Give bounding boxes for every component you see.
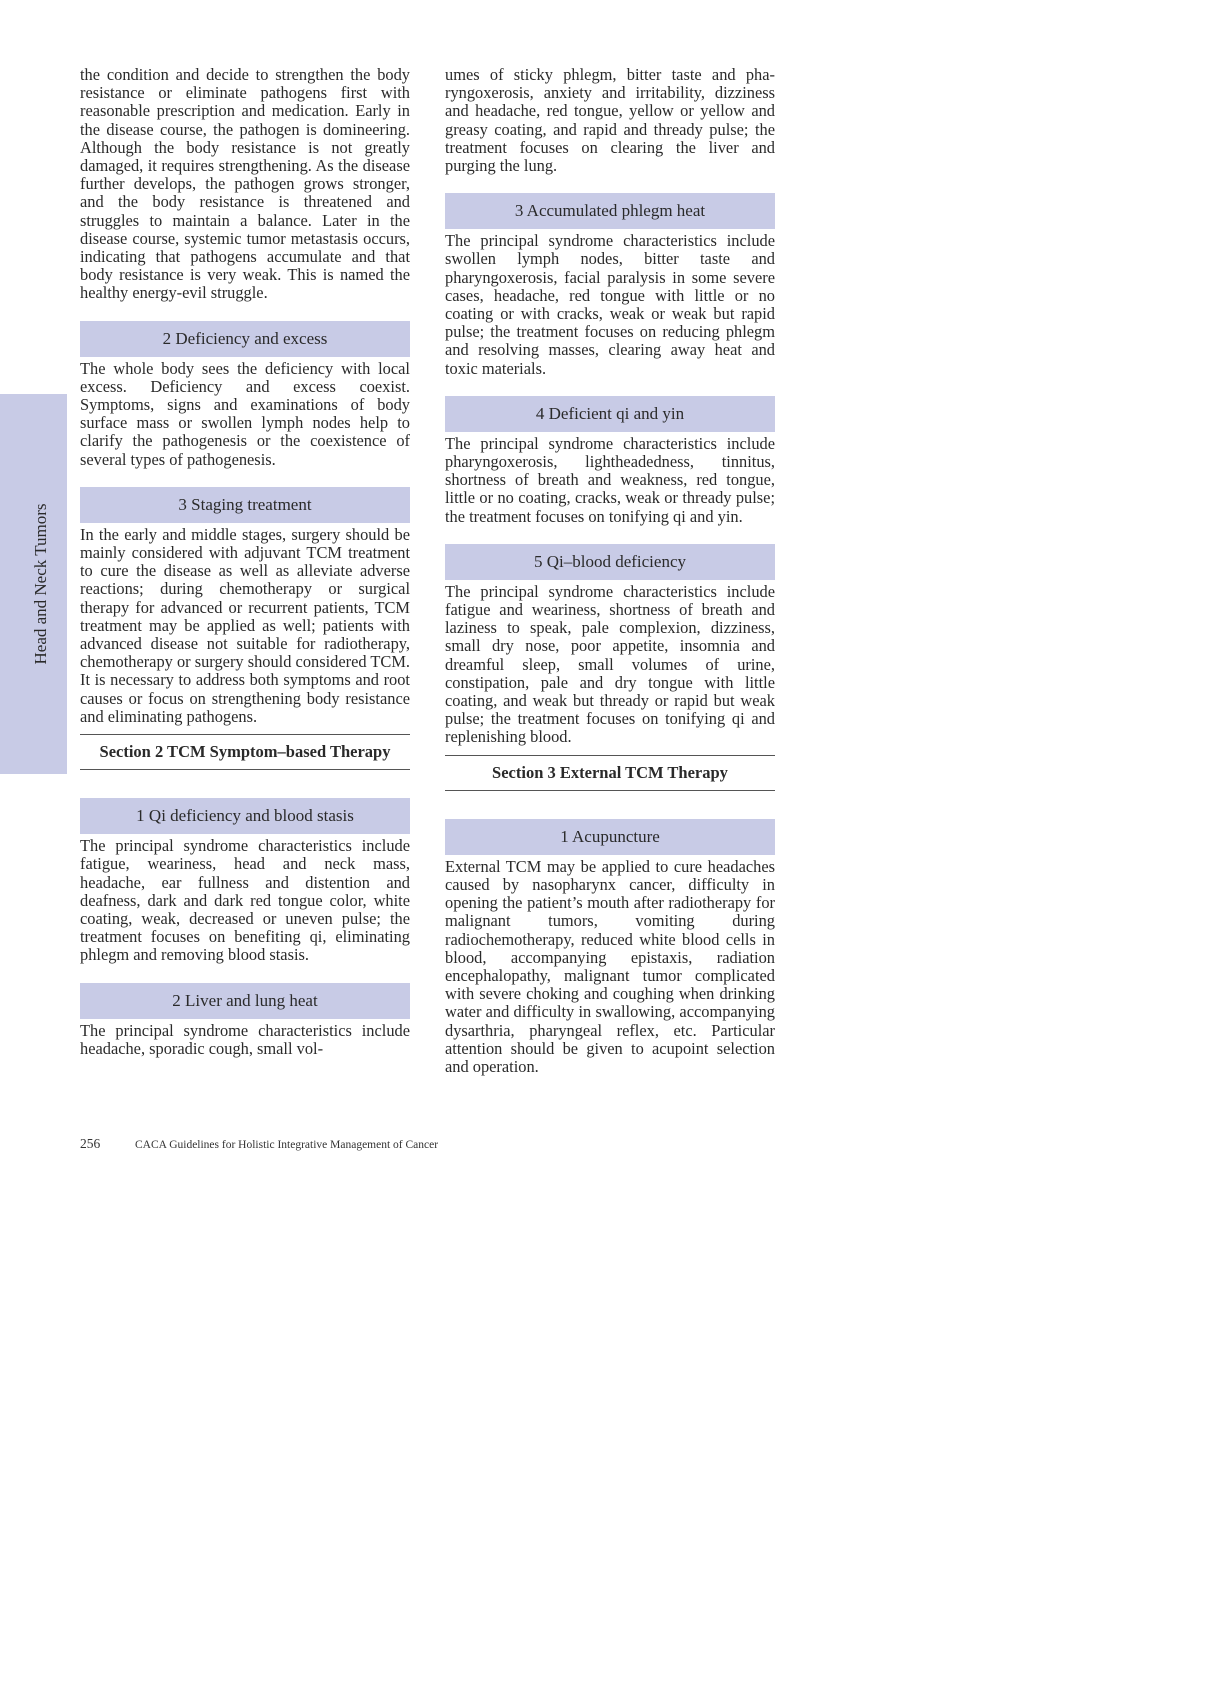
side-tab-label: Head and Neck Tumors [31, 503, 50, 665]
heading-liver-lung-heat: 2 Liver and lung heat [80, 983, 410, 1019]
liver-lung-heat-paragraph-end: umes of sticky phlegm, bitter taste and pharyngoxerosis, anxiety and irritability, dizziness and headache, red tongue, yellow or yellow and greasy coating, and rapid and thready pulse; the treatment focuses on clearing the liver and purging the lung. [445, 65, 775, 176]
staging-treatment-paragraph: In the early and middle stages, surgery should be mainly considered with adjuvant TCM treatment to cure the disease as well as alleviate adverse reactions; during chemotherapy or surgical therapy for advanced or recurrent patients, TCM treatment may be applied as well; patients with advanced disease not suitable for radiotherapy, chemotherapy or surgery should considered TCM. It is necessary to address both symptoms and root causes or focus on strengthening body resistance and eliminating pathogens. [80, 524, 410, 726]
deficiency-excess-paragraph: The whole body sees the deficiency with local excess. Deficiency and excess coexist. Symptoms, signs and examinations of body surface mass or swollen lymph nodes help to clarify the pathogenesis or the coexistence of several types of pathogenesis. [80, 358, 410, 469]
intro-paragraph: the condition and decide to strengthen the body resistance or eliminate pathogens first with reasonable prescription and medication. Early in the disease course, the pathogen is domineering. Although the body resistance is not greatly damaged, it requires strengthening. As the disease further develops, the pathogen grows stronger, and the body resistance is threatened and struggles to maintain a balance. Later in the disease course, systemic tumor metastasis occurs, indicating that pathogens accumulate and that body resistance is very weak. This is named the healthy energy-evil struggle. [80, 65, 410, 303]
heading-staging-treatment: 3 Staging treatment [80, 487, 410, 523]
liver-lung-heat-paragraph-start: The principal syndrome characteristics include headache, sporadic cough, small vol- [80, 1020, 410, 1058]
heading-qi-deficiency-blood-stasis: 1 Qi deficiency and blood stasis [80, 798, 410, 834]
page-number: 256 [80, 1136, 101, 1151]
qi-deficiency-blood-stasis-paragraph: The principal syndrome characteristics include fatigue, weariness, head and neck mass, headache, ear fullness and distention and deafness, dark and dark red tongue color, white coating, weak, decreased or uneven pulse; the treatment focuses on benefiting qi, eliminating phlegm and removing blood stasis. [80, 836, 410, 965]
heading-deficient-qi-yin: 4 Deficient qi and yin [445, 396, 775, 432]
heading-deficiency-excess: 2 Deficiency and excess [80, 321, 410, 357]
heading-qi-blood-deficiency: 5 Qi–blood deficiency [445, 544, 775, 580]
heading-accumulated-phlegm-heat: 3 Accumulated phlegm heat [445, 193, 775, 229]
section-2-heading: Section 2 TCM Symptom–based Therapy [80, 734, 410, 770]
page-footer [80, 1136, 438, 1152]
accumulated-phlegm-heat-paragraph: The principal syndrome characteristics include swollen lymph nodes, bitter taste and pharyngoxerosis, facial paralysis in some severe cases, headache, red tongue with little or no coating or with cracks, weak or weak but rapid pulse; the treatment focuses on reducing phlegm and resolving masses, clearing away heat and toxic materials. [445, 231, 775, 378]
book-title: CACA Guidelines for Holistic Integrative Management of Cancer [135, 1139, 439, 1151]
acupuncture-paragraph: External TCM may be applied to cure headaches caused by nasopharynx cancer, difficulty in opening the patient’s mouth after radiotherapy for malignant tumors, vomiting during radiochemotherapy, reduced white blood cells in blood, accompanying epistaxis, radiation encephalopathy, malignant tumor complicated with severe choking and coughing when drinking water and difficulty in swallowing, accompanying dysarthria, pharyngeal reflex, etc. Particular attention should be given to acupoint selection and operation. [445, 856, 775, 1076]
qi-blood-deficiency-paragraph: The principal syndrome characteristics include fatigue and weariness, shortness of breath and laziness to speak, pale complexion, dizziness, small dry nose, poor appetite, insomnia and dreamful sleep, small volumes of urine, constipation, pale and dry tongue with little coating, and weak but thready or rapid but weak pulse; the treatment focuses on tonifying qi and replenishing blood. [445, 581, 775, 747]
deficient-qi-yin-paragraph: The principal syndrome characteristics include pharyngoxerosis, lightheadedness, tinnitus, shortness of breath and weakness, red tongue, little or no coating, cracks, weak or thready pulse; the treatment focuses on tonifying qi and yin. [445, 433, 775, 526]
heading-acupuncture: 1 Acupuncture [445, 819, 775, 855]
left-column [80, 66, 410, 1058]
section-3-heading: Section 3 External TCM Therapy [445, 755, 775, 791]
right-column [445, 66, 775, 1076]
